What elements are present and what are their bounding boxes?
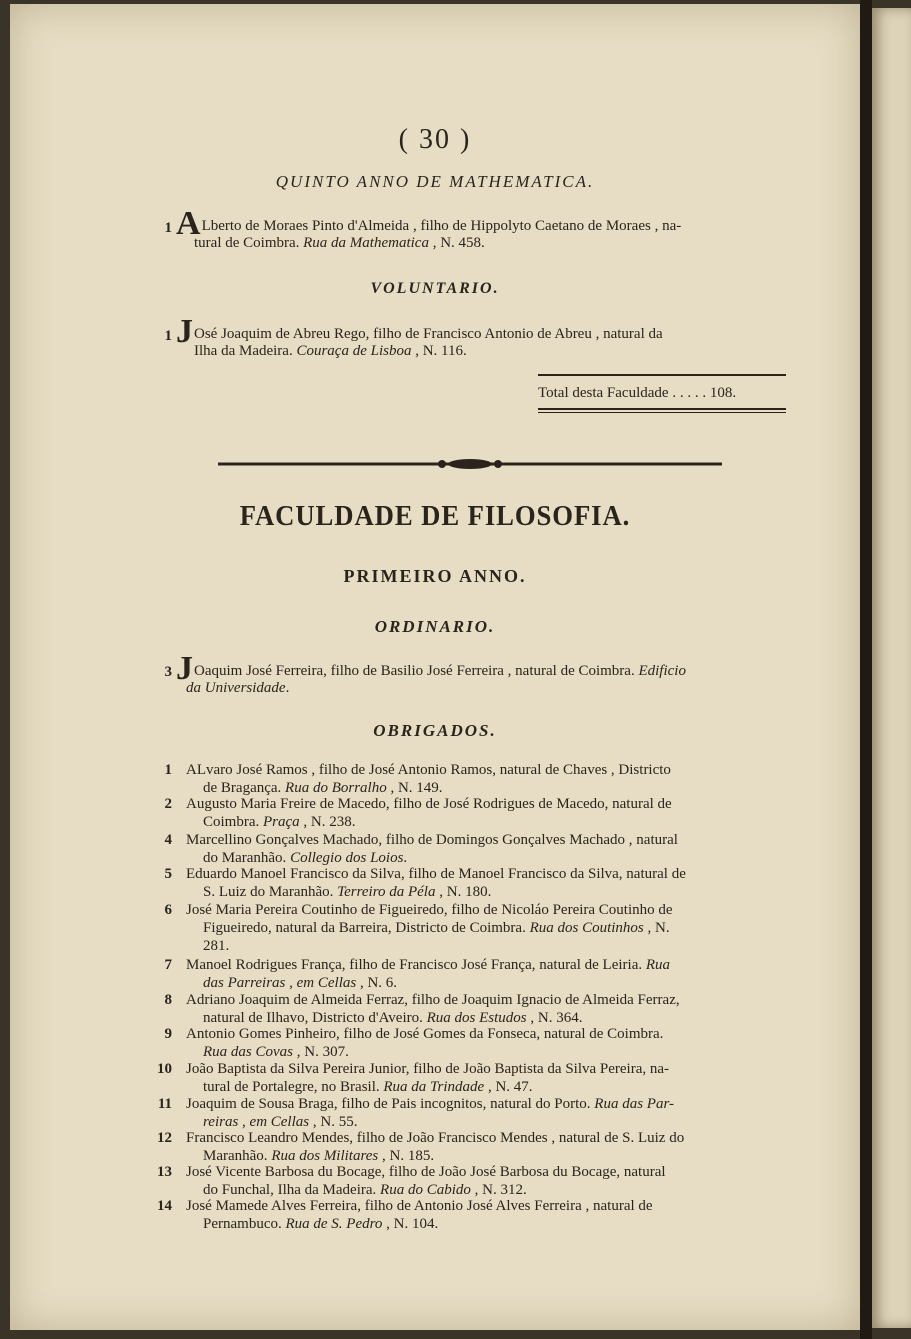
entry-line: Ilha da Madeira. Couraça de Lisboa , N. 116. (194, 343, 467, 359)
drop-cap: A (176, 205, 201, 242)
section-title-ordinario: ORDINARIO. (374, 617, 496, 636)
entry-line: José Mamede Alves Ferreira, filho de Antonio José Alves Ferreira , natural de (186, 1198, 653, 1214)
entry-number: 6 (164, 902, 172, 918)
entry-line: Adriano Joaquim de Almeida Ferraz, filho de Joaquim Ignacio de Almeida Ferraz, (186, 992, 680, 1008)
entry-line: do Funchal, Ilha da Madeira. Rua do Cabido , N. 312. (203, 1182, 527, 1198)
section-title-quinto-anno: QUINTO ANNO DE MATHEMATICA. (275, 172, 595, 191)
faculty-total: Total desta Faculdade . . . . . 108. (538, 385, 737, 401)
entry-line: das Parreiras , em Cellas , N. 6. (203, 975, 398, 991)
drop-cap: J (176, 650, 193, 687)
entry-line: tural de Coimbra. Rua da Mathematica , N. 458. (194, 235, 485, 251)
facing-page-edge (872, 8, 911, 1328)
entry-line: Maranhão. Rua dos Militares , N. 185. (203, 1148, 435, 1164)
entry-number: 12 (157, 1130, 172, 1146)
entry-line: João Baptista da Silva Pereira Junior, filho de João Baptista da Silva Pereira, na- (186, 1061, 670, 1077)
entry-line: tural de Portalegre, no Brasil. Rua da Trindade , N. 47. (203, 1079, 533, 1095)
entry-number: 13 (157, 1164, 172, 1180)
entry-line: de Bragança. Rua do Borralho , N. 149. (203, 780, 443, 796)
entry-line: 281. (203, 938, 230, 954)
entry-line: ALberto de Moraes Pinto d'Almeida , filho de Hippolyto Caetano de Moraes , na- (176, 205, 682, 242)
rule (538, 374, 786, 376)
entry-line: do Maranhão. Collegio dos Loios. (203, 850, 408, 866)
entry-line: José Vicente Barbosa du Bocage, filho de João José Barbosa du Bocage, natural (186, 1164, 666, 1180)
entry-line: Joaquim de Sousa Braga, filho de Pais incognitos, natural do Porto. Rua das Par- (186, 1096, 674, 1112)
entry-number: 1 (164, 762, 172, 778)
entry-number: 10 (157, 1061, 172, 1077)
entry-line: ALvaro José Ramos , filho de José Antonio Ramos, natural de Chaves , Districto (186, 762, 671, 778)
entry-number: 8 (164, 992, 172, 1008)
entry-line: José Maria Pereira Coutinho de Figueiredo, filho de Nicoláo Pereira Coutinho de (186, 902, 673, 918)
entry-number: 1 (164, 220, 172, 236)
entry-line: reiras , em Cellas , N. 55. (203, 1114, 358, 1130)
page-number: ( 30 ) (398, 124, 472, 155)
entry-line: da Universidade. (186, 680, 290, 696)
entry-line: Pernambuco. Rua de S. Pedro , N. 104. (203, 1216, 439, 1232)
entry-line: Antonio Gomes Pinheiro, filho de José Gomes da Fonseca, natural de Coimbra. (186, 1026, 664, 1042)
entry-line: S. Luiz do Maranhão. Terreiro da Péla , N. 180. (203, 884, 492, 900)
entry-line: JOaquim José Ferreira, filho de Basilio José Ferreira , natural de Coimbra. Edificio (176, 650, 686, 687)
entry-number: 14 (157, 1198, 172, 1214)
entry-line: Marcellino Gonçalves Machado, filho de Domingos Gonçalves Machado , natural (186, 832, 678, 848)
entry-line: Manoel Rodrigues França, filho de Francisco José França, natural de Leiria. Rua (186, 957, 671, 973)
entry-line: Figueiredo, natural da Barreira, Districto de Coimbra. Rua dos Coutinhos , N. (203, 920, 670, 936)
entry-number: 2 (164, 796, 172, 812)
entry-number: 4 (164, 832, 172, 848)
rule (538, 412, 786, 413)
entry-line: JOsé Joaquim de Abreu Rego, filho de Francisco Antonio de Abreu , natural da (176, 313, 663, 350)
entry-line: Coimbra. Praça , N. 238. (203, 814, 356, 830)
entry-line: natural de Ilhavo, Districto d'Aveiro. Rua dos Estudos , N. 364. (203, 1010, 583, 1026)
drop-cap: J (176, 313, 193, 350)
section-title-obrigados: OBRIGADOS. (373, 721, 497, 740)
entry-number: 1 (164, 328, 172, 344)
entry-number: 3 (164, 664, 172, 680)
entry-line: Francisco Leandro Mendes, filho de João Francisco Mendes , natural de S. Luiz do (186, 1130, 685, 1146)
entry-number: 7 (164, 957, 172, 973)
entry-line: Eduardo Manoel Francisco da Silva, filho de Manoel Francisco da Silva, natural de (186, 866, 686, 882)
ornamental-divider (218, 456, 722, 472)
entry-number: 11 (157, 1096, 172, 1112)
year-title: PRIMEIRO ANNO. (343, 566, 527, 586)
rule (538, 408, 786, 410)
book-gutter (860, 0, 872, 1339)
entry-line: Augusto Maria Freire de Macedo, filho de José Rodrigues de Macedo, natural de (186, 796, 672, 812)
faculty-title: FACULDADE DE FILOSOFIA. (239, 500, 631, 532)
entry-line: Rua das Covas , N. 307. (203, 1044, 349, 1060)
section-title-voluntario: VOLUNTARIO. (370, 280, 500, 297)
entry-number: 9 (164, 1026, 172, 1042)
entry-number: 5 (164, 866, 172, 882)
